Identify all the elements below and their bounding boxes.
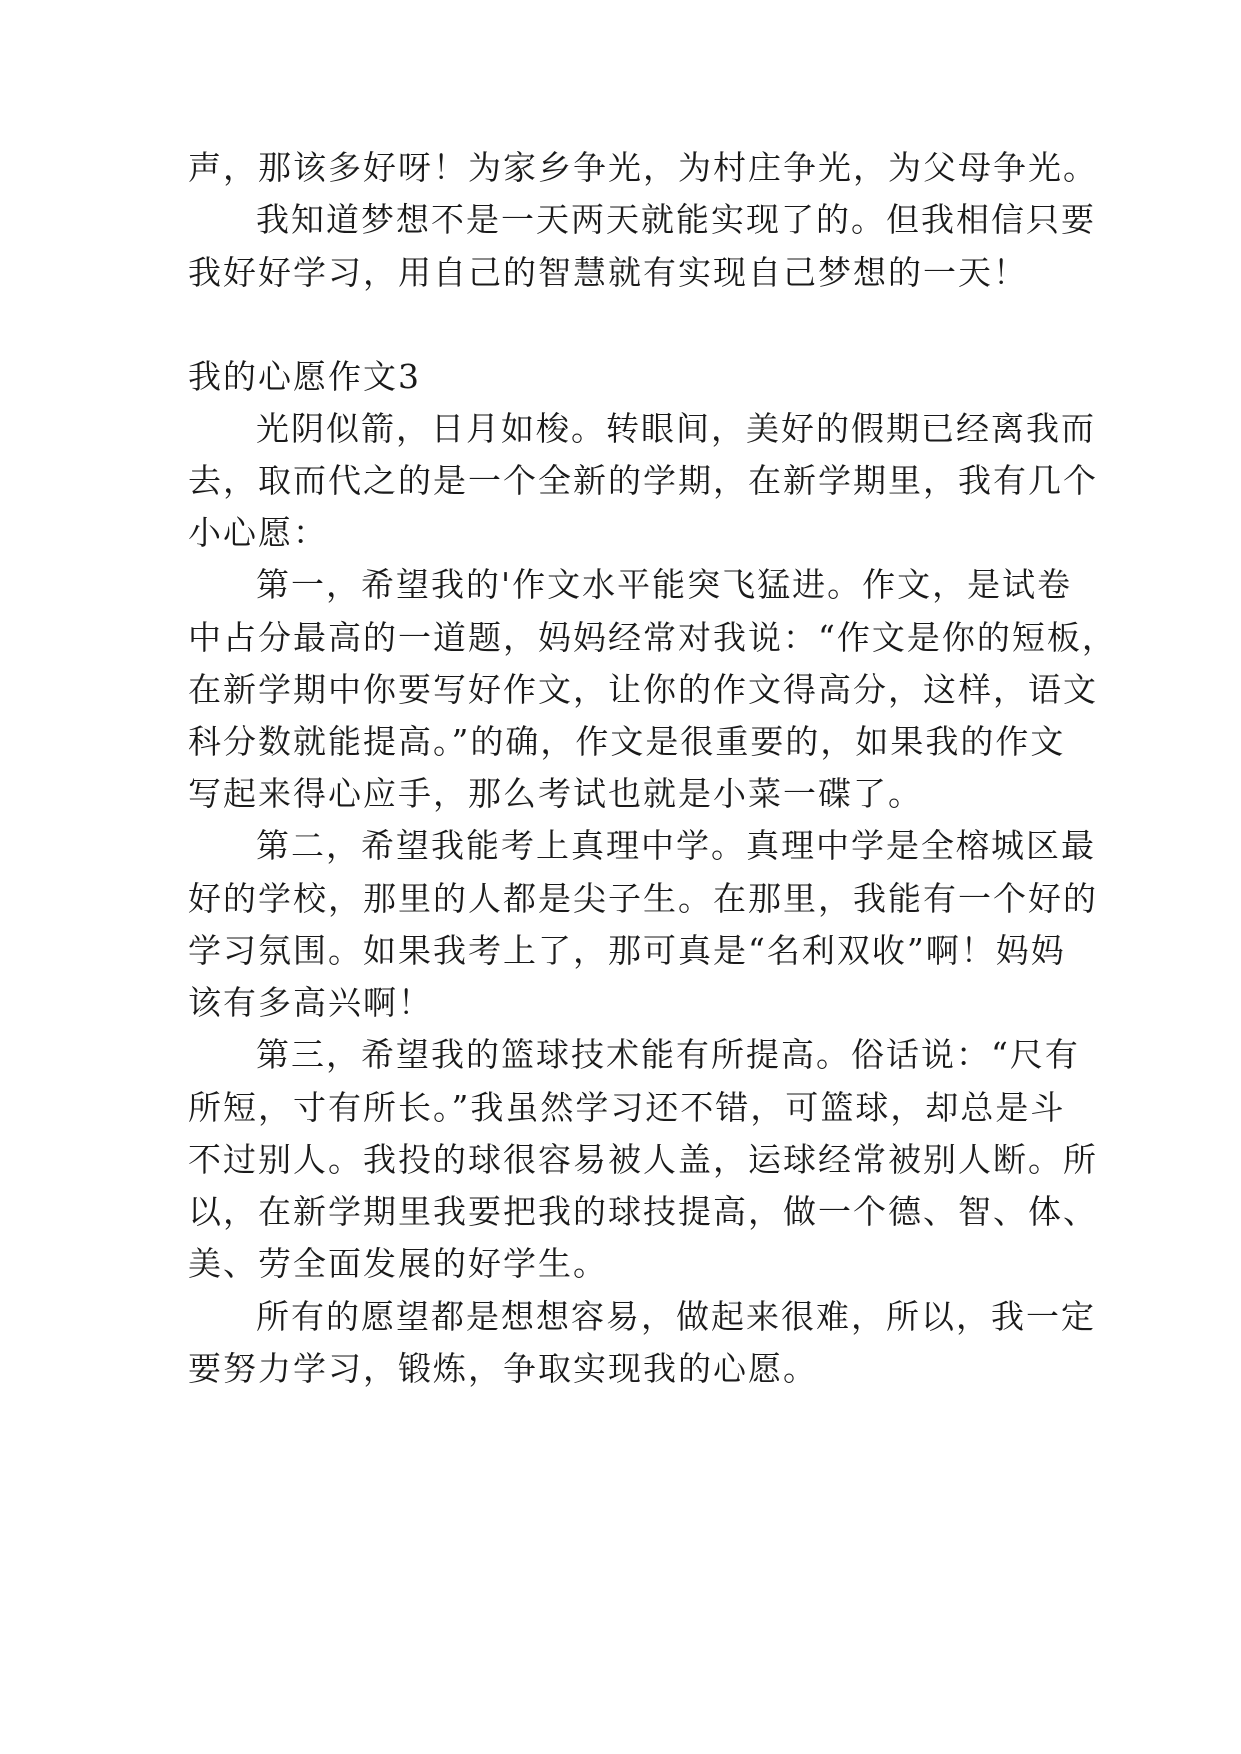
text-line: 以，在新学期里我要把我的球技提高，做一个德、智、体、 <box>188 1192 1098 1231</box>
section-heading: 我的心愿作文3 <box>188 357 421 396</box>
text-line: 在新学期中你要写好作文，让你的作文得高分，这样，语文 <box>188 670 1098 709</box>
text-line: 所短，寸有所长。”我虽然学习还不错，可篮球，却总是斗 <box>188 1088 1066 1127</box>
text-line: 我好好学习，用自己的智慧就有实现自己梦想的一天！ <box>188 253 1028 292</box>
text-line: 去，取而代之的是一个全新的学期，在新学期里，我有几个 <box>188 461 1098 500</box>
text-line: 写起来得心应手，那么考试也就是小菜一碟了。 <box>188 774 923 813</box>
text-line: 科分数就能提高。”的确，作文是很重要的，如果我的作文 <box>188 722 1066 761</box>
paragraph-first-line: 我知道梦想不是一天两天就能实现了的。但我相信只要 <box>256 200 1096 239</box>
text-line: 该有多高兴啊！ <box>188 983 433 1022</box>
text-line: 好的学校，那里的人都是尖子生。在那里，我能有一个好的 <box>188 879 1098 918</box>
paragraph-first-line: 第三，希望我的篮球技术能有所提高。俗话说：“尺有 <box>256 1035 1080 1074</box>
text-line: 要努力学习，锻炼，争取实现我的心愿。 <box>188 1349 818 1388</box>
paragraph-first-line: 第一，希望我的'作文水平能突飞猛进。作文，是试卷 <box>256 565 1073 604</box>
paragraph-first-line: 第二，希望我能考上真理中学。真理中学是全榕城区最 <box>256 826 1096 865</box>
text-line: 中占分最高的一道题，妈妈经常对我说：“作文是你的短板， <box>188 618 1117 657</box>
text-line: 美、劳全面发展的好学生。 <box>188 1244 608 1283</box>
text-line: 不过别人。我投的球很容易被人盖，运球经常被别人断。所 <box>188 1140 1098 1179</box>
paragraph-first-line: 光阴似箭，日月如梭。转眼间，美好的假期已经离我而 <box>256 409 1096 448</box>
paragraph-first-line: 所有的愿望都是想想容易，做起来很难，所以，我一定 <box>256 1297 1096 1336</box>
text-line: 学习氛围。如果我考上了，那可真是“名利双收”啊！妈妈 <box>188 931 1066 970</box>
text-line: 声，那该多好呀！为家乡争光，为村庄争光，为父母争光。 <box>188 148 1098 187</box>
text-line: 小心愿： <box>188 513 328 552</box>
